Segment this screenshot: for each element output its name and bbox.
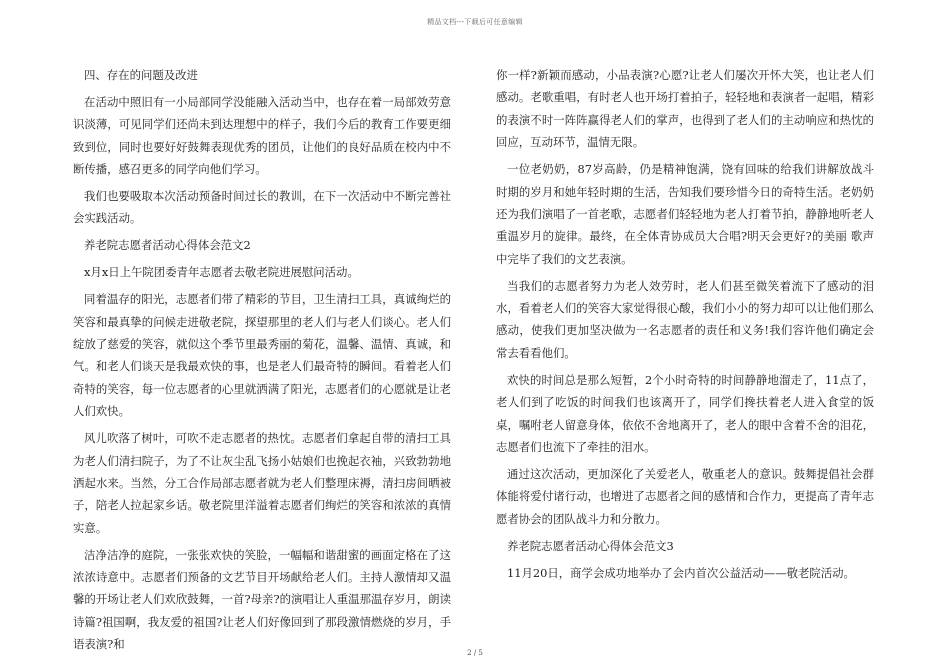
body-paragraph: 风儿吹落了树叶，可吹不走志愿者的热忱。志愿者们拿起自带的清扫工具为老人们清扫院子，为了不让灰尘乱飞扬小姑娘们也挽起衣袖，兴致勃勃地洒起水来。当然，分工合作局部志愿者就为老人们整理床褥，清扫房间晒被子，陪老人拉起家乡话。敬老院里洋溢着志愿者们绚烂的笑容和浓浓的真情实意。 bbox=[73, 431, 451, 535]
right-column bbox=[496, 64, 874, 588]
body-paragraph: 洁净洁净的庭院，一张张欢快的笑脸，一幅幅和谐甜蜜的画面定格在了这浓浓诗意中。志愿者们预备的文艺节目开场献给老人们。主持人激情却又温馨的开场让老人们欢欣鼓舞，一首?母亲?的演唱让人重温那温存岁月，朗读诗篇?祖国啊，我友爱的祖国?让老人们好像回到了那段激情燃烧的岁月，手语表演?和 bbox=[73, 547, 451, 652]
section-heading: 养老院志愿者活动心得体会范文2 bbox=[84, 238, 251, 253]
body-paragraph: x月x日上午院团委青年志愿者去敬老院进展慰问活动。 bbox=[84, 265, 359, 280]
left-column bbox=[73, 64, 451, 660]
body-paragraph: 欢快的时间总是那么短暂，2个小时奇特的时间静静地溜走了，11点了，老人们到了吃饭的时间我们也该离开了，同学们搀扶着老人进入食堂的饭桌，嘱咐老人留意身体，依依不舍地离开了，老人的眼中含着不舍的泪花，志愿者们也流下了牵挂的泪水。 bbox=[496, 372, 874, 454]
body-paragraph: 我们也要吸取本次活动预备时间过长的教训，在下一次活动中不断完善社会实践活动。 bbox=[73, 189, 451, 226]
body-paragraph: 一位老奶奶，87岁高龄，仍是精神饱满，饶有回味的给我们讲解放战斗时期的岁月和她年轻时期的生活，告知我们要珍惜今日的奇特生活。老奶奶还为我们演唱了一首老歌，志愿者们轻轻地为老人打着节拍，静静地听老人重温岁月的旋律。最终，在全体青协成员大合唱?明天会更好?的美丽 歌声中完毕了我们的文艺表演。 bbox=[496, 162, 874, 266]
page-number: 2 / 5 bbox=[467, 649, 483, 657]
body-paragraph: 同着温存的阳光，志愿者们带了精彩的节目，卫生清扫工具，真诚绚烂的笑容和最真挚的问候走进敬老院，探望那里的老人们与老人们谈心。老人们绽放了慈爱的笑容，就似这个季节里最秀丽的菊花，温馨、温情、真诚，和气。和老人们谈天是我最欢快的事，也是老人们最奇特的瞬间。看着老人们奇特的笑容，每一位志愿者的心里就洒满了阳光，志愿者们的心愿就是让老人们欢快。 bbox=[73, 292, 451, 419]
page-header: 精品文档---下载后可任意编辑 bbox=[427, 18, 523, 26]
section-heading: 四、存在的问题及改进 bbox=[84, 68, 198, 82]
body-paragraph: 在活动中照旧有一小局部同学没能融入活动当中，也存在着一局部效劳意识淡薄，可见同学们还尚未到达理想中的样子，我们今后的教育工作要更细致到位，同时也要好好鼓舞表现优秀的团员，让他们的良好品质在校内中不断传播，感召更多的同学向他们学习。 bbox=[73, 94, 451, 177]
body-paragraph: 你一样?新颖而感动，小品表演?心愿?让老人们屡次开怀大笑，也让老人们感动。老歌重唱，有时老人也开场打着拍子，轻轻地和表演者一起唱，精彩的表演不时一阵阵赢得老人们的掌声，也得到了老人们的主动响应和热忱的回应，互动环节，温情无限。 bbox=[496, 68, 874, 150]
body-paragraph: 通过这次活动，更加深化了关爱老人，敬重老人的意识。鼓舞提倡社会群体能将爱付诸行动，也增进了志愿者之间的感情和合作力，更提高了青年志愿者协会的团队战斗力和分散力。 bbox=[496, 466, 874, 526]
section-heading: 养老院志愿者活动心得体会范文3 bbox=[507, 538, 674, 553]
body-paragraph: 当我们的志愿者努力为老人效劳时，老人们甚至微笑着流下了感动的泪水，看着老人们的笑容大家觉得很心酸，我们小小的努力却可以让他们那么感动，使我们更加坚决做为一名志愿者的责任和义务!我们容许他们确定会常去看看他们。 bbox=[496, 278, 874, 360]
body-paragraph: 11月20日，商学会成功地举办了会内首次公益活动——敬老院活动。 bbox=[507, 565, 855, 580]
